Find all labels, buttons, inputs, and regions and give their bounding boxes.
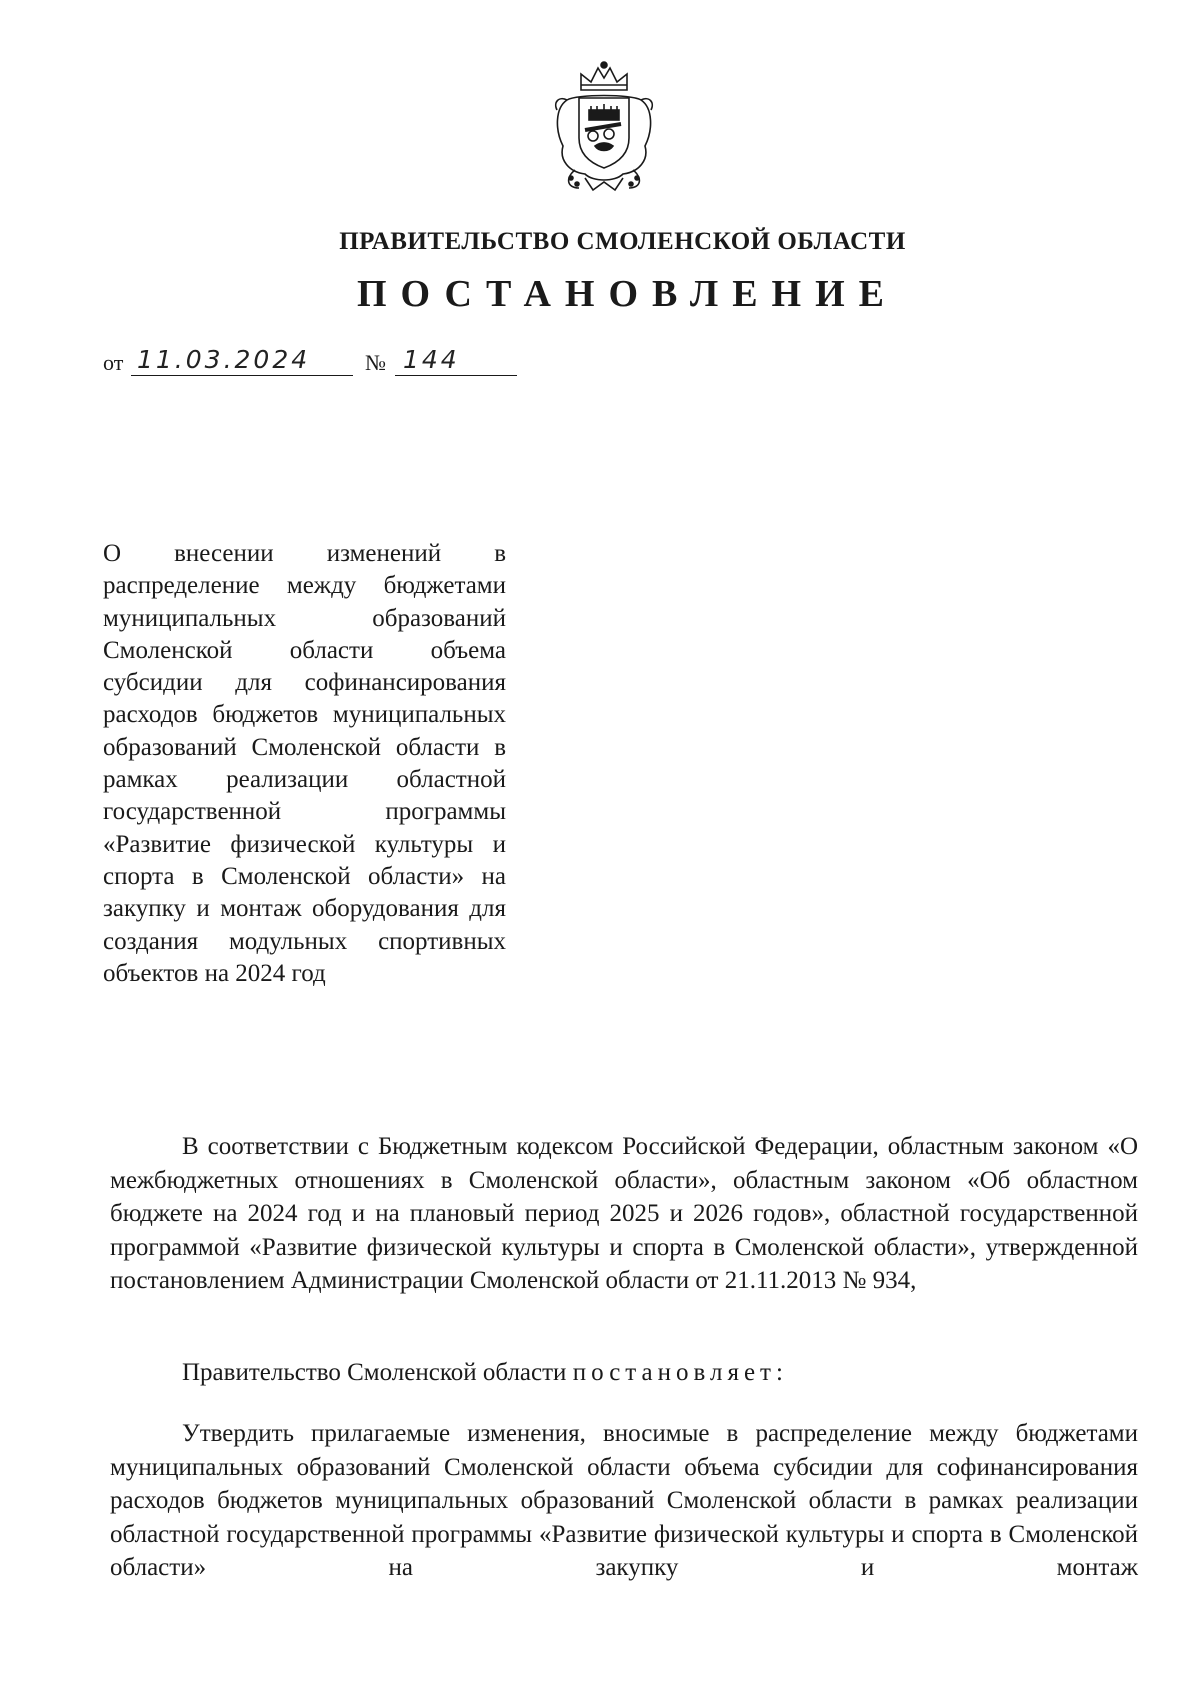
resolution-subject: Правительство Смоленской области: [182, 1359, 567, 1386]
subject-text: О внесении изменений в распределение между бюджетами муниципальных образований Смоленской области объема субсидии для софинансирования расходов бюджетов муниципальных образований Смоленской области в рамках реализации областной государственной программы «Развитие физической культуры и спорта в Смоленской области» на закупку и монтаж оборудования для создания модульных спортивных: [103, 540, 506, 955]
resolution-line: [110, 1356, 1138, 1390]
subject-last-line: объектов на 2024 год: [103, 959, 326, 987]
document-subject: [103, 538, 506, 990]
main-paragraph: Утвердить прилагаемые изменения, вносимые в распределение между бюджетами муниципальных образований Смоленской области объема субсидии для софинансирования расходов бюджетов муниципальных образований Смоленской области в рамках реализации областной государственной программы «Развитие физической культуры и спорта в Смоленской области» на закупку и монтаж: [110, 1420, 1138, 1581]
org-title: ПРАВИТЕЛЬСТВО СМОЛЕНСКОЙ ОБЛАСТИ: [339, 228, 906, 255]
preamble-paragraph: В соответствии с Бюджетным кодексом Российской Федерации, областным законом «О межбюджетных отношениях в Смоленской области», областным законом «Об областном бюджете на 2024 год и на плановый период 2025 и 2026 годов», областной государственной программой «Развитие физической культуры и спорта в Смоленской области», утвержденной постановлением Администрации Смоленской области от 21.11.2013 № 934,: [110, 1133, 1138, 1294]
number-label: №: [365, 350, 386, 375]
date-from-label: от: [103, 350, 124, 375]
document-number: 144: [395, 344, 517, 376]
resolution-verb: постановляет:: [572, 1359, 788, 1386]
document-type-title: ПОСТАНОВЛЕНИЕ: [356, 273, 899, 315]
document-date: 11.03.2024: [131, 344, 353, 376]
coat-of-arms-emblem: [545, 60, 663, 195]
